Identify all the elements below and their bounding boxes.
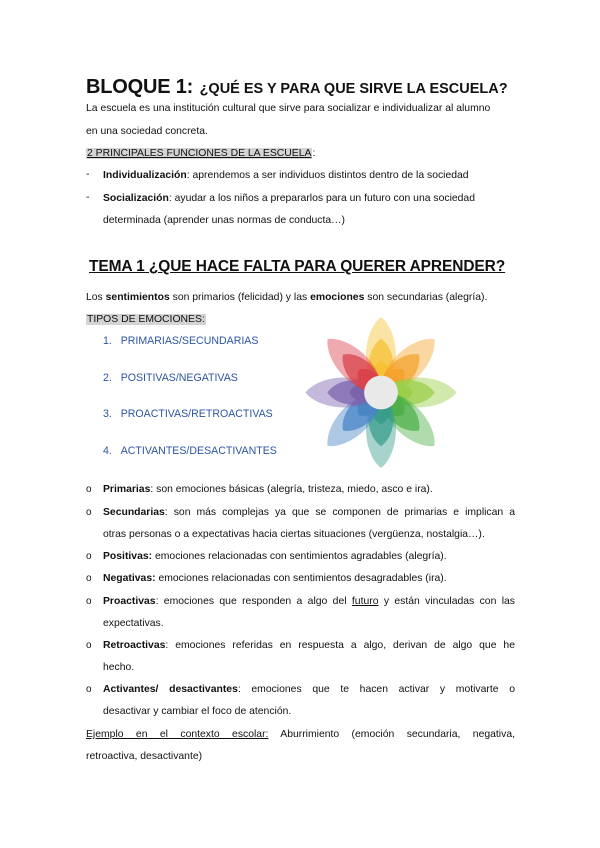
item-activantes	[103, 683, 515, 696]
item-underlined: futuro	[351, 596, 379, 607]
bullet-marker: o	[86, 596, 92, 607]
type-item	[103, 372, 238, 384]
function-text: : aprendemos a ser individuos distintos dentro de la sociedad	[186, 170, 469, 181]
item-text: y están vinculadas con las	[378, 596, 515, 607]
type-label: PRIMARIAS/SECUNDARIAS	[120, 335, 259, 347]
item-text: : emociones que responden a algo del	[155, 596, 352, 607]
function-term: Socialización	[103, 193, 169, 204]
bullet-marker: o	[86, 640, 92, 651]
item-text: emociones relacionadas con sentimientos agradables (alegría).	[152, 551, 447, 562]
bullet-marker: o	[86, 684, 92, 695]
item-text: : son emociones básicas (alegría, tristeza, miedo, asco e ira).	[150, 484, 433, 495]
item-term: Retroactivas	[103, 640, 166, 651]
type-number: 3.	[103, 408, 112, 420]
function-individualizacion	[103, 169, 469, 182]
tema-intro	[86, 291, 487, 304]
item-proactivas	[103, 595, 515, 608]
bullet-marker: o	[86, 551, 92, 562]
intro-bold: emociones	[310, 292, 365, 303]
dash-marker: -	[86, 169, 90, 180]
bullet-marker: o	[86, 484, 92, 495]
item-activantes-line2: desactivar y cambiar el foco de atención.	[103, 706, 292, 717]
item-term: Positivas:	[103, 551, 153, 562]
intro-text: son secundarias (alegría).	[364, 292, 488, 303]
example-paragraph	[86, 728, 515, 741]
tema-title: TEMA 1 ¿QUE HACE FALTA PARA QUERER APRENDER?	[89, 258, 506, 275]
bloque-title-main: BLOQUE 1:	[86, 76, 194, 98]
example-line2: retroactiva, desactivante)	[86, 751, 203, 762]
bloque-title-question: ¿QUÉ ES Y PARA QUE SIRVE LA ESCUELA?	[199, 81, 508, 97]
item-term: Activantes/ desactivantes	[103, 684, 238, 695]
item-secundarias-line2: otras personas o a expectativas hacia ciertas situaciones (vergüenza, nostalgia…).	[103, 529, 485, 540]
function-socializacion-line2: determinada (aprender unas normas de conducta…)	[103, 215, 346, 226]
item-proactivas-line2: expectativas.	[103, 618, 164, 629]
functions-heading-text: 2 PRINCIPALES FUNCIONES DE LA ESCUELA	[87, 148, 312, 159]
type-number: 4.	[103, 445, 112, 457]
intro-line-2: en una sociedad concreta.	[86, 126, 208, 137]
type-item	[103, 445, 277, 457]
type-number: 1.	[103, 335, 112, 347]
intro-text: son primarios (felicidad) y las	[169, 292, 311, 303]
example-text: Aburrimiento (emoción secundaria, negativa,	[268, 729, 515, 740]
types-heading	[86, 313, 206, 326]
item-text: : emociones referidas en respuesta a algo, derivan de algo que he	[165, 640, 515, 651]
intro-text: Los	[86, 292, 106, 303]
item-secundarias	[103, 506, 515, 519]
dash-marker: -	[86, 192, 90, 203]
functions-heading-colon: :	[312, 148, 316, 159]
item-text: : emociones que te hacen activar y motivarte o	[237, 684, 515, 695]
intro-bold: sentimientos	[105, 292, 170, 303]
function-text: : ayudar a los niños a prepararlos para un futuro con una sociedad	[168, 193, 475, 204]
type-number: 2.	[103, 372, 112, 384]
intro-line-1: La escuela es una institución cultural que sirve para socializar e individualizar al alumno	[86, 103, 491, 114]
type-item	[103, 408, 273, 420]
item-retroactivas-line2: hecho.	[103, 662, 135, 673]
item-term: Negativas:	[103, 573, 156, 584]
item-primarias	[103, 483, 433, 496]
type-label: PROACTIVAS/RETROACTIVAS	[120, 408, 273, 420]
type-label: ACTIVANTES/DESACTIVANTES	[120, 445, 277, 457]
function-term: Individualización	[103, 170, 187, 181]
bullet-marker: o	[86, 573, 92, 584]
types-heading-text: TIPOS DE EMOCIONES:	[87, 314, 205, 325]
emotion-wheel-image	[301, 315, 461, 470]
functions-heading	[86, 147, 315, 160]
example-label: Ejemplo en el contexto escolar:	[86, 729, 269, 740]
item-text: : son más complejas ya que se componen de primarias e implican a	[164, 507, 515, 518]
type-label: POSITIVAS/NEGATIVAS	[120, 372, 238, 384]
bloque-title	[86, 76, 508, 99]
type-item	[103, 335, 258, 347]
bullet-marker: o	[86, 507, 92, 518]
item-term: Primarias	[103, 484, 151, 495]
item-term: Proactivas	[103, 596, 156, 607]
item-retroactivas	[103, 639, 515, 652]
item-positivas	[103, 550, 447, 563]
item-negativas	[103, 572, 447, 585]
wheel-center	[364, 376, 398, 410]
function-socializacion	[103, 192, 475, 205]
item-term: Secundarias	[103, 507, 165, 518]
item-text: emociones relacionadas con sentimientos desagradables (ira).	[155, 573, 447, 584]
